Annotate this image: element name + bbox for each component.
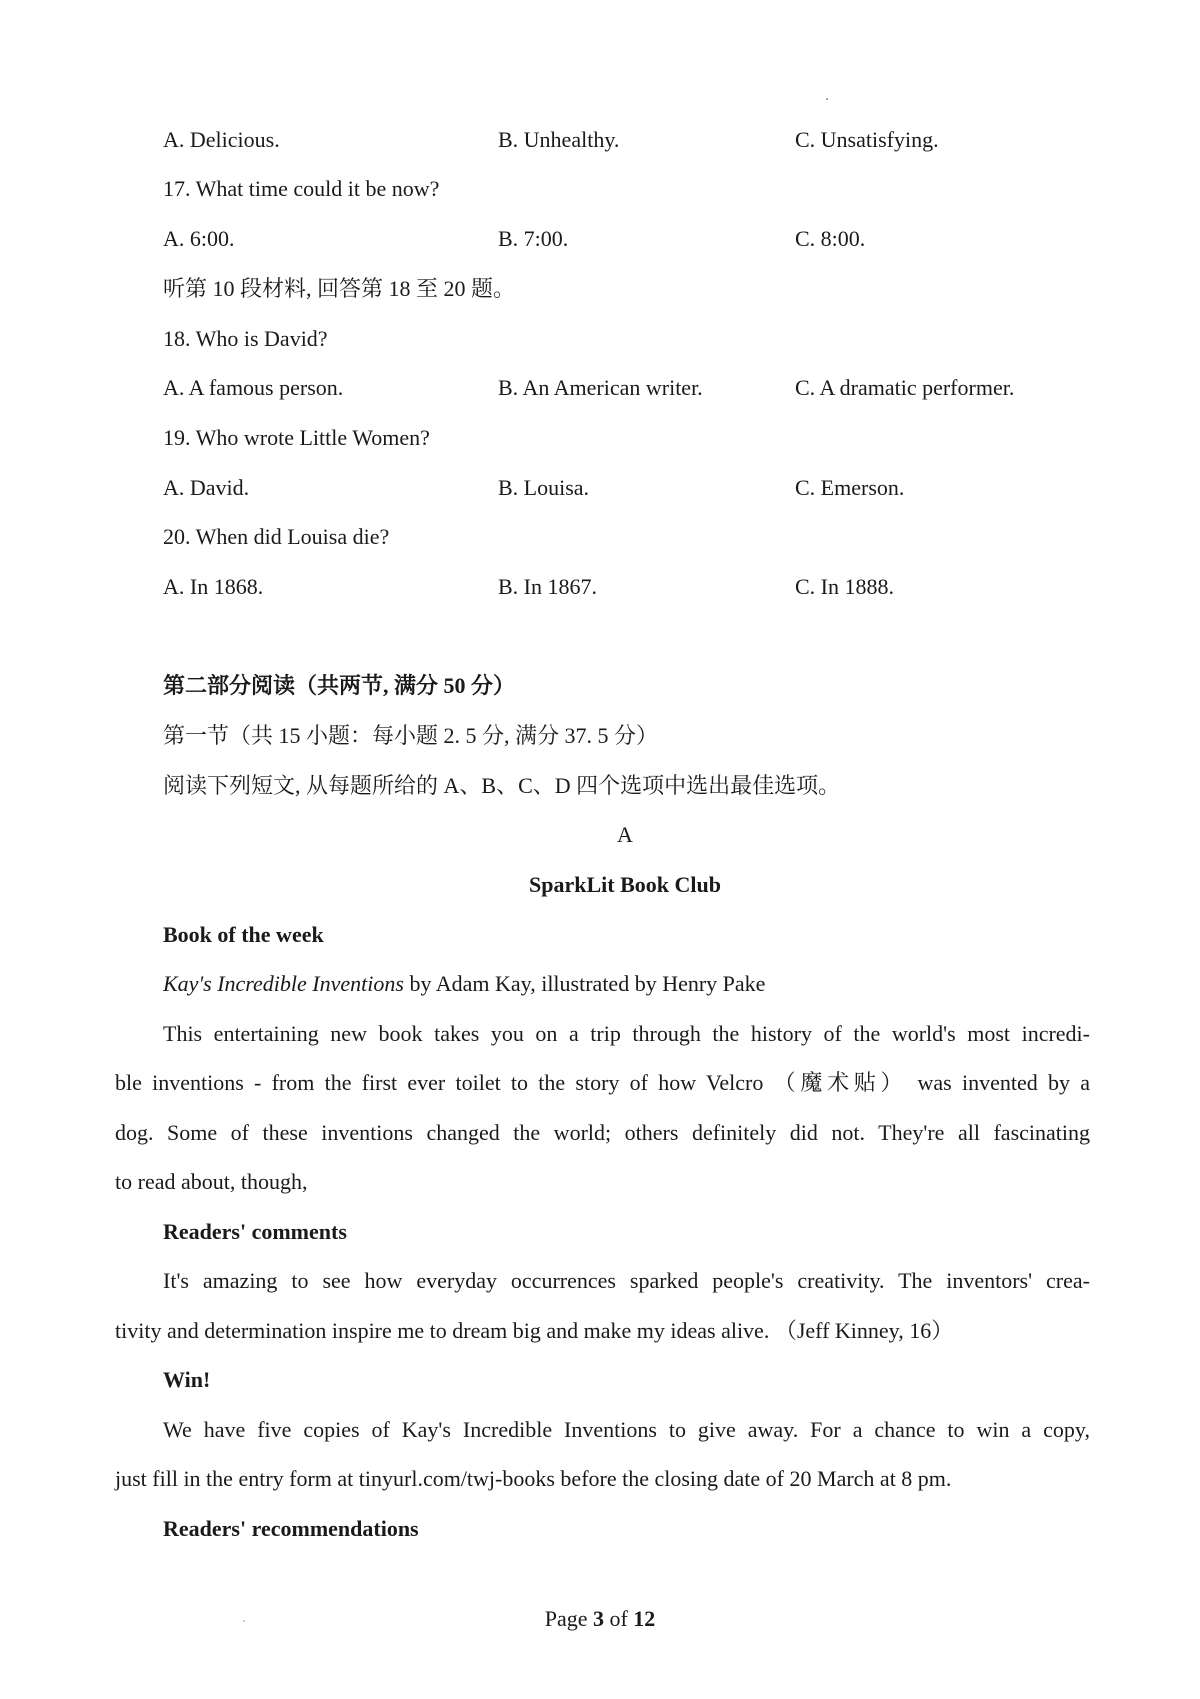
part2-heading: 第二部分阅读（共两节, 满分 50 分） [163, 673, 516, 698]
q17-option-a: A. 6:00. [163, 226, 235, 251]
q20-option-b: B. In 1867. [498, 574, 597, 599]
q20-option-c: C. In 1888. [795, 574, 894, 599]
para2-line2: tivity and determination inspire me to dream big and make my ideas alive. （Jeff Kinney, 16） [115, 1318, 954, 1343]
q19-option-b: B. Louisa. [498, 475, 590, 500]
book-title: Kay's Incredible Inventions [163, 971, 404, 996]
para3-line1: We have five copies of Kay's Incredible Inventions to give away. For a chance to win a copy, [163, 1417, 1090, 1442]
page-total: 12 [633, 1606, 656, 1631]
passage-title: SparkLit Book Club [529, 872, 721, 897]
q17-question: 17. What time could it be now? [163, 176, 440, 201]
q18-option-c: C. A dramatic performer. [795, 375, 1015, 400]
passage-letter: A [617, 822, 633, 847]
q19-option-a: A. David. [163, 475, 250, 500]
section10-instruction: 听第 10 段材料, 回答第 18 至 20 题。 [163, 276, 516, 301]
page-of-label: of [603, 1606, 634, 1631]
para1-line3: dog. Some of these inventions changed the world; others definitely did not. They're all fascinating [115, 1120, 1090, 1145]
win-heading: Win! [163, 1367, 211, 1392]
q20-question: 20. When did Louisa die? [163, 524, 390, 549]
q18-option-a: A. A famous person. [163, 375, 344, 400]
part2-instruction: 阅读下列短文, 从每题所给的 A、B、C、D 四个选项中选出最佳选项。 [163, 773, 841, 798]
q18-question: 18. Who is David? [163, 326, 328, 351]
book-credit [163, 969, 765, 999]
page-label: Page [544, 1606, 593, 1631]
readers-recommendations-heading: Readers' recommendations [163, 1516, 419, 1541]
q19-question: 19. Who wrote Little Women? [163, 425, 430, 450]
q16-option-c: C. Unsatisfying. [795, 127, 939, 152]
para1-line1: This entertaining new book takes you on a trip through the history of the world's most incredi- [163, 1021, 1090, 1046]
q16-option-a: A. Delicious. [163, 127, 280, 152]
q20-option-a: A. In 1868. [163, 574, 264, 599]
q19-option-c: C. Emerson. [795, 475, 905, 500]
para2-line1: It's amazing to see how everyday occurrences sparked people's creativity. The inventors' crea- [163, 1268, 1090, 1293]
q16-option-b: B. Unhealthy. [498, 127, 620, 152]
para1-line4: to read about, though, [115, 1169, 308, 1194]
book-byline: by Adam Kay, illustrated by Henry Pake [403, 971, 766, 996]
q18-option-b: B. An American writer. [498, 375, 703, 400]
q17-option-b: B. 7:00. [498, 226, 569, 251]
q17-option-c: C. 8:00. [795, 226, 866, 251]
page-current: 3 [592, 1606, 604, 1631]
para1-line2: ble inventions - from the first ever toilet to the story of how Velcro （魔术贴） was invented by a [115, 1070, 1090, 1095]
page-footer [0, 1604, 1200, 1634]
book-of-week-heading: Book of the week [163, 922, 324, 947]
para3-line2: just fill in the entry form at tinyurl.com/twj-books before the closing date of 20 March at 8 pm. [115, 1466, 952, 1491]
speck-mark [826, 98, 828, 100]
part2-section1: 第一节（共 15 小题：每小题 2. 5 分, 满分 37. 5 分） [163, 723, 659, 748]
readers-comments-heading: Readers' comments [163, 1219, 347, 1244]
